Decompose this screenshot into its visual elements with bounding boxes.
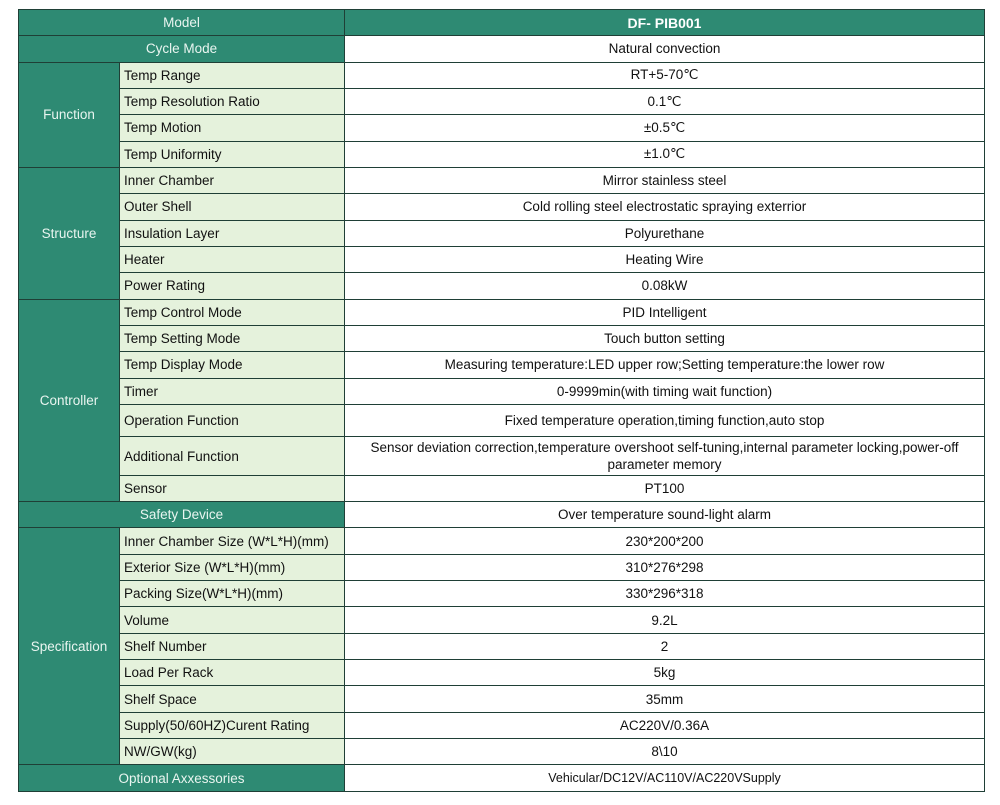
table-row bbox=[19, 325, 985, 351]
row-value: AC220V/0.36A bbox=[345, 712, 985, 738]
table-row bbox=[19, 686, 985, 712]
row-value: 0-9999min(with timing wait function) bbox=[345, 378, 985, 404]
row-value: Polyurethane bbox=[345, 220, 985, 246]
table-row bbox=[19, 437, 985, 475]
row-value: ±0.5℃ bbox=[345, 115, 985, 141]
row-value: ±1.0℃ bbox=[345, 141, 985, 167]
row-label: Supply(50/60HZ)Curent Rating bbox=[120, 712, 345, 738]
row-label: Inner Chamber Size (W*L*H)(mm) bbox=[120, 528, 345, 554]
table-row bbox=[19, 660, 985, 686]
row-label: Temp Resolution Ratio bbox=[120, 88, 345, 114]
table-row bbox=[19, 141, 985, 167]
row-value: 35mm bbox=[345, 686, 985, 712]
group-function: Function bbox=[19, 62, 120, 167]
row-label: Exterior Size (W*L*H)(mm) bbox=[120, 554, 345, 580]
row-value: 0.08kW bbox=[345, 273, 985, 299]
group-structure: Structure bbox=[19, 167, 120, 299]
row-value: Mirror stainless steel bbox=[345, 167, 985, 193]
row-value: 330*296*318 bbox=[345, 581, 985, 607]
row-value: PID Intelligent bbox=[345, 299, 985, 325]
row-value: PT100 bbox=[345, 475, 985, 501]
table-row bbox=[19, 352, 985, 378]
row-value: Measuring temperature:LED upper row;Setting temperature:the lower row bbox=[345, 352, 985, 378]
row-value: 8\10 bbox=[345, 739, 985, 765]
row-label: Outer Shell bbox=[120, 194, 345, 220]
row-safety-device bbox=[19, 502, 985, 528]
row-label: Temp Display Mode bbox=[120, 352, 345, 378]
row-value: 9.2L bbox=[345, 607, 985, 633]
row-label: Temp Uniformity bbox=[120, 141, 345, 167]
row-value: Touch button setting bbox=[345, 325, 985, 351]
row-label: Shelf Space bbox=[120, 686, 345, 712]
row-label: Timer bbox=[120, 378, 345, 404]
row-value: Fixed temperature operation,timing function,auto stop bbox=[345, 404, 985, 436]
row-label: Load Per Rack bbox=[120, 660, 345, 686]
row-cycle-mode bbox=[19, 36, 985, 62]
group-specification: Specification bbox=[19, 528, 120, 765]
table-row bbox=[19, 220, 985, 246]
row-value: RT+5-70℃ bbox=[345, 62, 985, 88]
cycle-mode-label: Cycle Mode bbox=[19, 36, 345, 62]
row-value: Heating Wire bbox=[345, 246, 985, 272]
table-row bbox=[19, 115, 985, 141]
table-row bbox=[19, 581, 985, 607]
row-value: 0.1℃ bbox=[345, 88, 985, 114]
row-label: Heater bbox=[120, 246, 345, 272]
table-row bbox=[19, 528, 985, 554]
row-label: Temp Control Mode bbox=[120, 299, 345, 325]
table-row bbox=[19, 246, 985, 272]
row-label: NW/GW(kg) bbox=[120, 739, 345, 765]
table-row bbox=[19, 378, 985, 404]
model-label: Model bbox=[19, 10, 345, 36]
table-row bbox=[19, 739, 985, 765]
spec-table bbox=[18, 9, 985, 792]
table-row bbox=[19, 404, 985, 436]
table-row bbox=[19, 273, 985, 299]
row-label: Temp Setting Mode bbox=[120, 325, 345, 351]
row-value: 230*200*200 bbox=[345, 528, 985, 554]
row-label: Packing Size(W*L*H)(mm) bbox=[120, 581, 345, 607]
row-model bbox=[19, 10, 985, 36]
row-label: Power Rating bbox=[120, 273, 345, 299]
model-value: DF- PIB001 bbox=[345, 10, 985, 36]
table-row bbox=[19, 607, 985, 633]
row-label: Volume bbox=[120, 607, 345, 633]
row-label: Inner Chamber bbox=[120, 167, 345, 193]
optional-accessories-label: Optional Axxessories bbox=[19, 765, 345, 792]
row-value: 5kg bbox=[345, 660, 985, 686]
row-value: Cold rolling steel electrostatic spraying exterrior bbox=[345, 194, 985, 220]
table-row bbox=[19, 167, 985, 193]
optional-accessories-value: Vehicular/DC12V/AC110V/AC220VSupply bbox=[345, 765, 985, 792]
safety-device-label: Safety Device bbox=[19, 502, 345, 528]
row-value: 310*276*298 bbox=[345, 554, 985, 580]
group-controller: Controller bbox=[19, 299, 120, 502]
row-value: 2 bbox=[345, 633, 985, 659]
row-label: Sensor bbox=[120, 475, 345, 501]
table-row bbox=[19, 88, 985, 114]
table-row bbox=[19, 299, 985, 325]
safety-device-value: Over temperature sound-light alarm bbox=[345, 502, 985, 528]
row-label: Insulation Layer bbox=[120, 220, 345, 246]
row-label: Operation Function bbox=[120, 404, 345, 436]
table-row bbox=[19, 712, 985, 738]
table-row bbox=[19, 62, 985, 88]
row-label: Additional Function bbox=[120, 437, 345, 475]
row-label: Temp Range bbox=[120, 62, 345, 88]
row-label: Shelf Number bbox=[120, 633, 345, 659]
row-optional-accessories bbox=[19, 765, 985, 792]
table-row bbox=[19, 194, 985, 220]
cycle-mode-value: Natural convection bbox=[345, 36, 985, 62]
table-row bbox=[19, 554, 985, 580]
row-label: Temp Motion bbox=[120, 115, 345, 141]
row-value: Sensor deviation correction,temperature overshoot self-tuning,internal parameter locking,power-off parameter memory bbox=[345, 437, 985, 475]
table-row bbox=[19, 475, 985, 501]
table-row bbox=[19, 633, 985, 659]
